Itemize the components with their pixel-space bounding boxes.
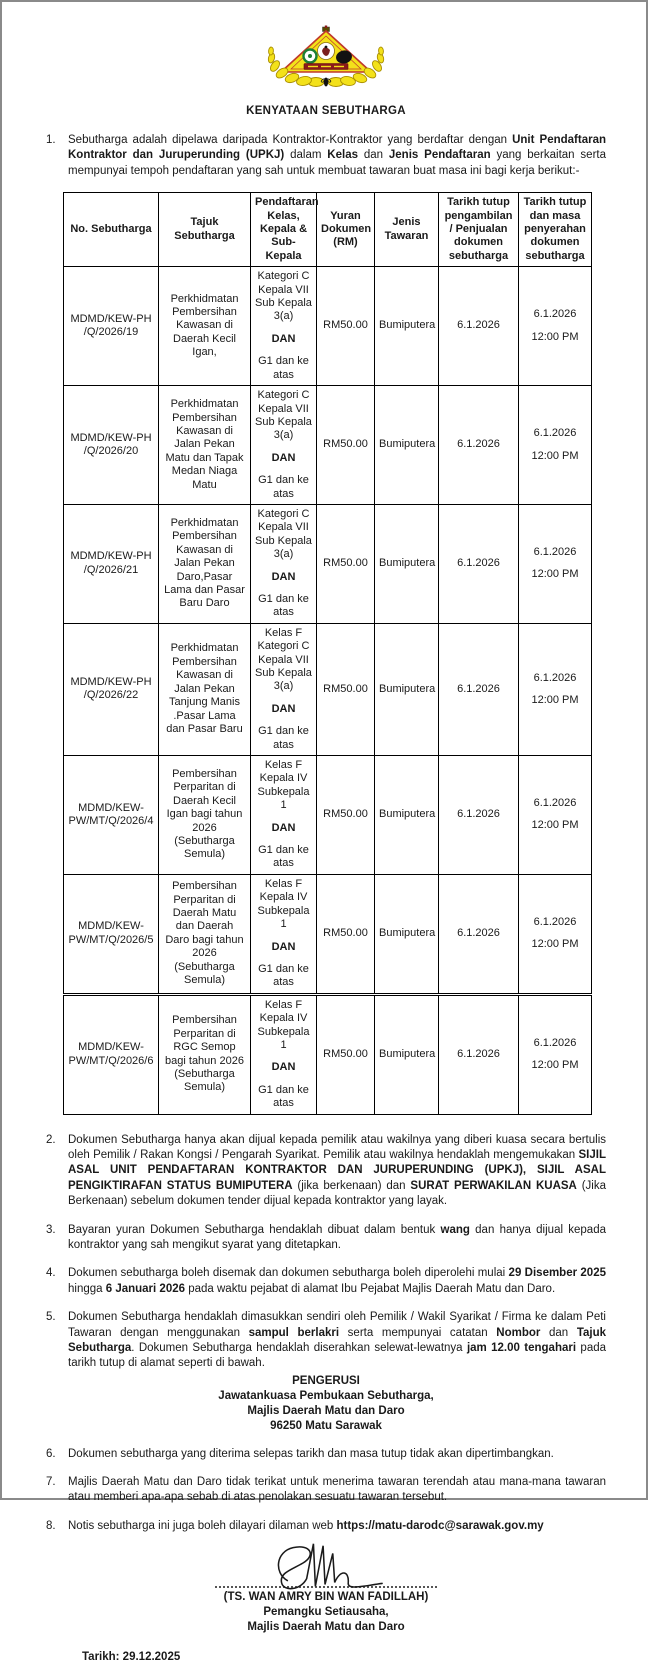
- cell-pendaftaran: [251, 874, 317, 994]
- signatory-role: Pemangku Setiausaha,: [263, 1606, 389, 1619]
- cell-yuran: RM50.00: [317, 386, 375, 505]
- item-number: 6.: [46, 1447, 56, 1460]
- list-item-8: [46, 1519, 606, 1534]
- cell-pendaftaran: [251, 994, 317, 1114]
- cell-yuran: RM50.00: [317, 504, 375, 623]
- item-text: Dokumen Sebutharga hanya akan dijual kepada pemilik atau wakilnya yang diberi kuasa secara bertulis oleh Pemilik / Rakan Kongsi / Pengarah Syarikat. Pemilik atau wakilnya hendaklah mengemukakan SIJIL ASAL UNIT PENDAFTARAN KONTRAKTOR DAN JURUPERUNDING (UPKJ), SIJIL ASAL PENGIKTIRAFAN STATUS BUMIPUTERA (jika berkenaan) dan SURAT PERWAKILAN KUASA (Jika Berkenaan) sebelum dokumen tender dijual kepada kontraktor yang layak.: [68, 1133, 606, 1208]
- dan-text: DAN: [271, 821, 296, 834]
- serah-tarikh: 6.1.2026: [533, 427, 577, 440]
- col-header-no: No. Sebutharga: [64, 193, 159, 267]
- cell-tutup-serah: [519, 994, 592, 1114]
- submission-address-block: [46, 1374, 606, 1434]
- cell-tajuk: Perkhidmatan Pembersihan Kawasan di Daerah Kecil Igan,: [159, 267, 251, 386]
- table-row: [64, 386, 592, 505]
- table-row: [64, 874, 592, 994]
- dan-text: DAN: [271, 940, 296, 953]
- address-line: 96250 Matu Sarawak: [270, 1419, 382, 1432]
- item-number: 1.: [46, 134, 56, 146]
- item-number: 3.: [46, 1223, 56, 1236]
- kelas-text: Kelas F Kepala IV Subkepala 1: [257, 998, 310, 1051]
- cell-tutup-jualan: 6.1.2026: [439, 386, 519, 505]
- gred-text: G1 dan ke atas: [258, 725, 309, 751]
- table-row: [64, 756, 592, 875]
- cell-tutup-serah: [519, 386, 592, 505]
- cell-no: MDMD/KEW-PH /Q/2026/20: [64, 386, 159, 505]
- serah-masa: 12:00 PM: [531, 693, 579, 706]
- list-item-3: [46, 1223, 606, 1254]
- serah-tarikh: 6.1.2026: [533, 1036, 577, 1049]
- cell-tutup-serah: [519, 874, 592, 994]
- cell-yuran: RM50.00: [317, 994, 375, 1114]
- table-row: [64, 504, 592, 623]
- address-line: Majlis Daerah Matu dan Daro: [247, 1404, 405, 1417]
- cell-yuran: RM50.00: [317, 874, 375, 994]
- cell-tajuk: Pembersihan Perparitan di Daerah Kecil Igan bagi tahun 2026 (Sebutharga Semula): [159, 756, 251, 875]
- table-row: [64, 267, 592, 386]
- cell-no: MDMD/KEW-PW/MT/Q/2026/4: [64, 756, 159, 875]
- cell-jenis: Bumiputera: [375, 756, 439, 875]
- kelas-text: Kategori C Kepala VII Sub Kepala 3(a): [255, 389, 312, 442]
- cell-no: MDMD/KEW-PH /Q/2026/21: [64, 504, 159, 623]
- cell-tajuk: Pembersihan Perparitan di RGC Semop bagi tahun 2026 (Sebutharga Semula): [159, 994, 251, 1114]
- item-number: 4.: [46, 1267, 56, 1280]
- header-logo-area: [46, 26, 606, 95]
- document-date: Tarikh: 29.12.2025: [82, 1651, 181, 1663]
- item-text: Dokumen sebutharga yang diterima selepas tarikh dan masa tutup tidak akan dipertimbangkan.: [68, 1447, 554, 1460]
- cell-pendaftaran: [251, 504, 317, 623]
- dan-text: DAN: [271, 702, 296, 715]
- list-item-5: [46, 1310, 606, 1372]
- cell-tutup-serah: [519, 756, 592, 875]
- gred-text: G1 dan ke atas: [258, 844, 309, 870]
- signatory-organisation: Majlis Daerah Matu dan Daro: [247, 1621, 405, 1634]
- cell-jenis: Bumiputera: [375, 623, 439, 755]
- cell-tajuk: Perkhidmatan Pembersihan Kawasan di Jalan Pekan Tanjung Manis .Pasar Lama dan Pasar Baru: [159, 623, 251, 755]
- list-item-1: [46, 133, 606, 179]
- cell-no: MDMD/KEW-PH /Q/2026/22: [64, 623, 159, 755]
- cell-tutup-serah: [519, 623, 592, 755]
- item-number: 8.: [46, 1519, 56, 1532]
- list-item-2: [46, 1133, 606, 1210]
- cell-no: MDMD/KEW-PW/MT/Q/2026/6: [64, 994, 159, 1114]
- serah-tarikh: 6.1.2026: [533, 915, 577, 928]
- list-item-4: [46, 1266, 606, 1297]
- cell-tajuk: Pembersihan Perparitan di Daerah Matu dan Daerah Daro bagi tahun 2026 (Sebutharga Semula): [159, 874, 251, 994]
- cell-tutup-jualan: 6.1.2026: [439, 623, 519, 755]
- cell-yuran: RM50.00: [317, 756, 375, 875]
- serah-masa: 12:00 PM: [531, 938, 579, 951]
- serah-masa: 12:00 PM: [531, 449, 579, 462]
- cell-pendaftaran: [251, 267, 317, 386]
- cell-tutup-serah: [519, 504, 592, 623]
- serah-tarikh: 6.1.2026: [533, 308, 577, 321]
- col-header-pendaftaran: Pendaftaran Kelas, Kepala & Sub-Kepala: [251, 193, 317, 267]
- kelas-text: Kategori C Kepala VII Sub Kepala 3(a): [255, 507, 312, 561]
- cell-yuran: RM50.00: [317, 623, 375, 755]
- serah-tarikh: 6.1.2026: [533, 671, 577, 684]
- item-text: Sebutharga adalah dipelawa daripada Kontraktor-Kontraktor yang berdaftar dengan Unit Pendaftaran Kontraktor dan Juruperunding (UPKJ) dalam Kelas dan Jenis Pendaftaran yang berkaitan serta mempunyai tempoh pendaftaran yang sah untuk membuat tawaran buat masa ini bagi kerja berikut:-: [68, 134, 606, 177]
- serah-masa: 12:00 PM: [531, 1059, 579, 1072]
- cell-tutup-jualan: 6.1.2026: [439, 756, 519, 875]
- dan-text: DAN: [271, 451, 296, 464]
- serah-tarikh: 6.1.2026: [533, 797, 577, 810]
- item-text: Majlis Daerah Matu dan Daro tidak terikat untuk menerima tawaran terendah atau mana-mana tawaran atau memberi apa-apa sebab di atas penolakan sesuatu tawaran tersebut.: [68, 1476, 606, 1504]
- majlis-daerah-matu-daro-crest-icon: [266, 26, 386, 90]
- col-header-tutup-jualan: Tarikh tutup pengambilan / Penjualan dokumen sebutharga: [439, 193, 519, 267]
- gred-text: G1 dan ke atas: [258, 592, 309, 619]
- gred-text: G1 dan ke atas: [258, 1083, 309, 1110]
- signatory-name: (TS. WAN AMRY BIN WAN FADILLAH): [223, 1591, 429, 1604]
- cell-jenis: Bumiputera: [375, 386, 439, 505]
- dan-text: DAN: [271, 570, 296, 583]
- serah-masa: 12:00 PM: [531, 330, 579, 343]
- col-header-tajuk: Tajuk Sebutharga: [159, 193, 251, 267]
- list-item-7: [46, 1475, 606, 1506]
- serah-masa: 12:00 PM: [531, 568, 579, 581]
- cell-tutup-jualan: 6.1.2026: [439, 504, 519, 623]
- signature-block: [46, 1538, 606, 1635]
- cell-pendaftaran: [251, 756, 317, 875]
- gred-text: G1 dan ke atas: [258, 474, 309, 500]
- cell-tutup-jualan: 6.1.2026: [439, 874, 519, 994]
- item-number: 2.: [46, 1133, 56, 1146]
- dan-text: DAN: [271, 332, 296, 345]
- cell-no: MDMD/KEW-PH /Q/2026/19: [64, 267, 159, 386]
- cell-jenis: Bumiputera: [375, 994, 439, 1114]
- cell-jenis: Bumiputera: [375, 874, 439, 994]
- cell-tutup-jualan: 6.1.2026: [439, 994, 519, 1114]
- cell-pendaftaran: [251, 623, 317, 755]
- list-item-6: [46, 1447, 606, 1462]
- signature-dotted-line: [215, 1586, 437, 1588]
- cell-tajuk: Perkhidmatan Pembersihan Kawasan di Jalan Pekan Daro,Pasar Lama dan Pasar Baru Daro: [159, 504, 251, 623]
- kelas-text: Kategori C Kepala VII Sub Kepala 3(a): [255, 270, 312, 323]
- cell-yuran: RM50.00: [317, 267, 375, 386]
- serah-masa: 12:00 PM: [531, 819, 579, 832]
- page-title: KENYATAAN SEBUTHARGA: [246, 105, 406, 117]
- kelas-text: Kelas F Kepala IV Subkepala 1: [257, 759, 310, 812]
- tender-table: [63, 192, 592, 1114]
- item-text: Bayaran yuran Dokumen Sebutharga hendaklah dibuat dalam bentuk wang dan hanya dijual kepada kontraktor yang sah mengikut syarat yang ditetapkan.: [68, 1223, 606, 1251]
- gred-text: G1 dan ke atas: [258, 962, 309, 989]
- col-header-yuran: Yuran Dokumen (RM): [317, 193, 375, 267]
- cell-no: MDMD/KEW-PW/MT/Q/2026/5: [64, 874, 159, 994]
- cell-pendaftaran: [251, 386, 317, 505]
- table-row: [64, 623, 592, 755]
- cell-tajuk: Perkhidmatan Pembersihan Kawasan di Jalan Pekan Matu dan Tapak Medan Niaga Matu: [159, 386, 251, 505]
- gred-text: G1 dan ke atas: [258, 355, 309, 381]
- item-text: Dokumen Sebutharga hendaklah dimasukkan sendiri oleh Pemilik / Wakil Syarikat / Firma ke dalam Peti Tawaran dengan menggunakan sampul berlakri serta mempunyai catatan Nombor dan Tajuk Sebutharga. Dokumen Sebutharga hendaklah diserahkan selewat-lewatnya jam 12.00 tengahari pada tarikh tutup di alamat seperti di bawah.: [68, 1311, 607, 1370]
- cell-jenis: Bumiputera: [375, 504, 439, 623]
- dan-text: DAN: [271, 1061, 296, 1074]
- item-number: 7.: [46, 1476, 56, 1488]
- col-header-tutup-serah: Tarikh tutup dan masa penyerahan dokumen sebutharga: [519, 193, 592, 267]
- table-header-row: [64, 193, 592, 267]
- col-header-jenis: Jenis Tawaran: [375, 193, 439, 267]
- address-line: Jawatankuasa Pembukaan Sebutharga,: [218, 1389, 434, 1402]
- kelas-text: Kelas F Kategori C Kepala VII Sub Kepala 3(a): [255, 626, 312, 693]
- cell-tutup-jualan: 6.1.2026: [439, 267, 519, 386]
- cell-tutup-serah: [519, 267, 592, 386]
- table-row: [64, 994, 592, 1114]
- item-number: 5.: [46, 1311, 56, 1324]
- kelas-text: Kelas F Kepala IV Subkepala 1: [257, 877, 310, 931]
- item-text: Notis sebutharga ini juga boleh dilayari dilaman web https://matu-darodc@sarawak.gov.my: [68, 1519, 544, 1532]
- serah-tarikh: 6.1.2026: [533, 545, 577, 558]
- cell-jenis: Bumiputera: [375, 267, 439, 386]
- item-text: Dokumen sebutharga boleh disemak dan dokumen sebutharga boleh diperolehi mulai 29 Disember 2025 hingga 6 Januari 2026 pada waktu pejabat di alamat Ibu Pejabat Majlis Daerah Matu dan Daro.: [68, 1267, 606, 1295]
- address-line: PENGERUSI: [292, 1374, 360, 1387]
